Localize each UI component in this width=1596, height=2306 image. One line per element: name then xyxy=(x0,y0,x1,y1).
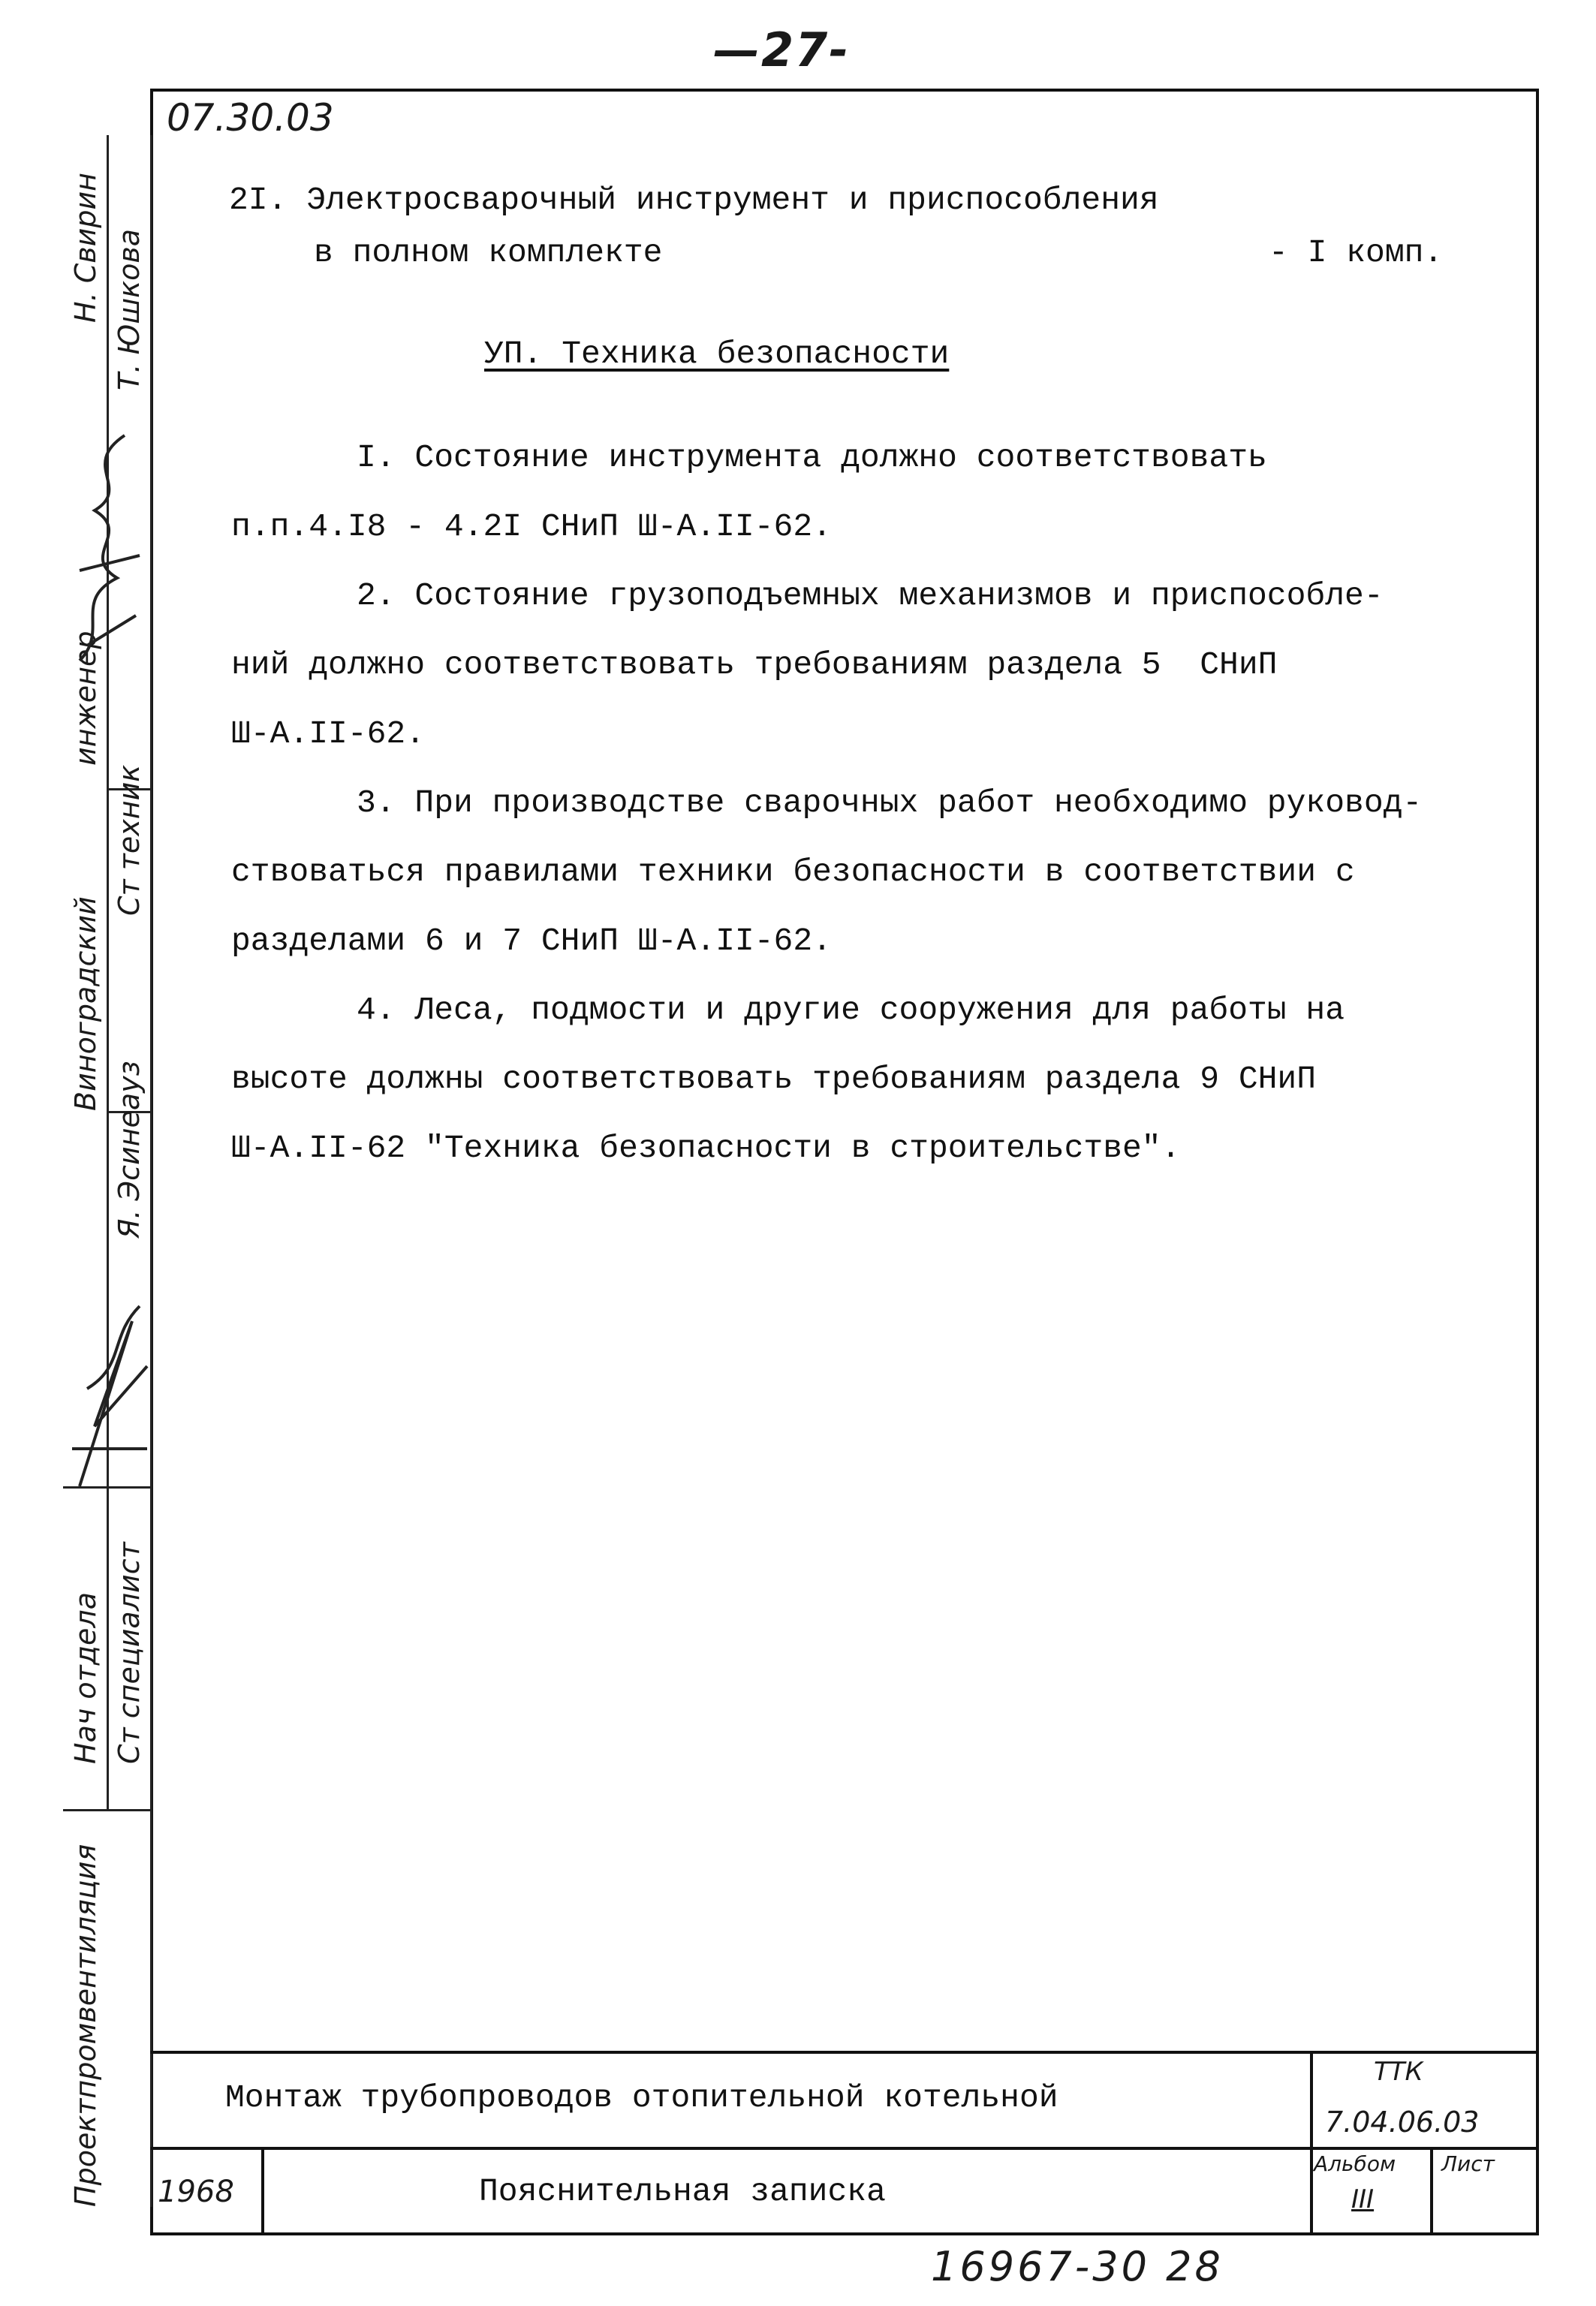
signer-title: Ст техник xyxy=(113,764,146,916)
title-block-subtitle: Пояснительная записка xyxy=(479,2173,886,2210)
paragraph-2-line: Ш-А.II-62. xyxy=(231,715,426,752)
item-21-line2: в полном комплекте xyxy=(314,234,663,271)
page-number: —27- xyxy=(713,23,851,77)
paragraph-1-line: I. Состояние инструмента должно соответствовать xyxy=(357,439,1267,476)
paragraph-4-line: Ш-А.II-62 "Техника безопасности в строительстве". xyxy=(231,1130,1181,1167)
document-code: 07.30.03 xyxy=(167,96,334,140)
paragraph-3-line: разделами 6 и 7 СНиП Ш-А.II-62. xyxy=(231,923,832,959)
paragraph-2-line: ний должно соответствовать требованиям раздела 5 СНиП xyxy=(231,646,1278,683)
organization-name: Проектпромвентиляция xyxy=(69,1844,102,2207)
signer-title: Нач отдела xyxy=(69,1591,102,1764)
title-block-divider xyxy=(1430,2147,1433,2235)
item-21-quantity: - I комп. xyxy=(1269,234,1444,271)
signer-name: Виноградский xyxy=(69,896,102,1111)
signer-name: Н. Свирин xyxy=(69,172,102,323)
signer-title: Ст специалист xyxy=(113,1542,146,1764)
signer-title: инженер xyxy=(69,631,102,766)
signer-name: Я. Эсинеауз xyxy=(113,1061,146,1239)
archive-number: 16967-30 28 xyxy=(931,2243,1224,2290)
title-block-ttk: ТТК xyxy=(1374,2057,1423,2087)
signature-1 xyxy=(65,420,147,668)
paragraph-3-line: ствоваться правилами техники безопасности в соответствии с xyxy=(231,853,1355,890)
paragraph-2-line: 2. Состояние грузоподъемных механизмов и приспособле- xyxy=(357,577,1384,614)
paragraph-4-line: 4. Леса, подмости и другие сооружения для работы на xyxy=(357,992,1345,1028)
title-block-border xyxy=(150,2051,1539,2054)
title-block-divider xyxy=(261,2147,264,2235)
paragraph-4-line: высоте должны соответствовать требованиям раздела 9 СНиП xyxy=(231,1061,1317,1097)
paragraph-1-line: п.п.4.I8 - 4.2I СНиП Ш-А.II-62. xyxy=(231,508,832,545)
title-block-divider xyxy=(150,2147,1539,2150)
paragraph-3-line: 3. При производстве сварочных работ необходимо руковод- xyxy=(357,784,1423,821)
title-block-title: Монтаж трубопроводов отопительной котельной xyxy=(225,2079,1058,2116)
item-21-line1: 2I. Электросварочный инструмент и приспособления xyxy=(229,182,1159,218)
signature-2 xyxy=(65,1276,155,1501)
section-heading: УП. Техника безопасности xyxy=(484,336,950,372)
title-block-divider xyxy=(1310,2051,1313,2235)
title-block-sheet-label: Лист xyxy=(1441,2151,1495,2176)
title-block-album-value: III xyxy=(1351,2184,1375,2214)
title-block-album-label: Альбом xyxy=(1314,2151,1396,2176)
title-block-year: 1968 xyxy=(158,2175,234,2209)
title-block-ttk-code: 7.04.06.03 xyxy=(1325,2106,1480,2139)
signer-name: Т. Юшкова xyxy=(113,228,146,390)
